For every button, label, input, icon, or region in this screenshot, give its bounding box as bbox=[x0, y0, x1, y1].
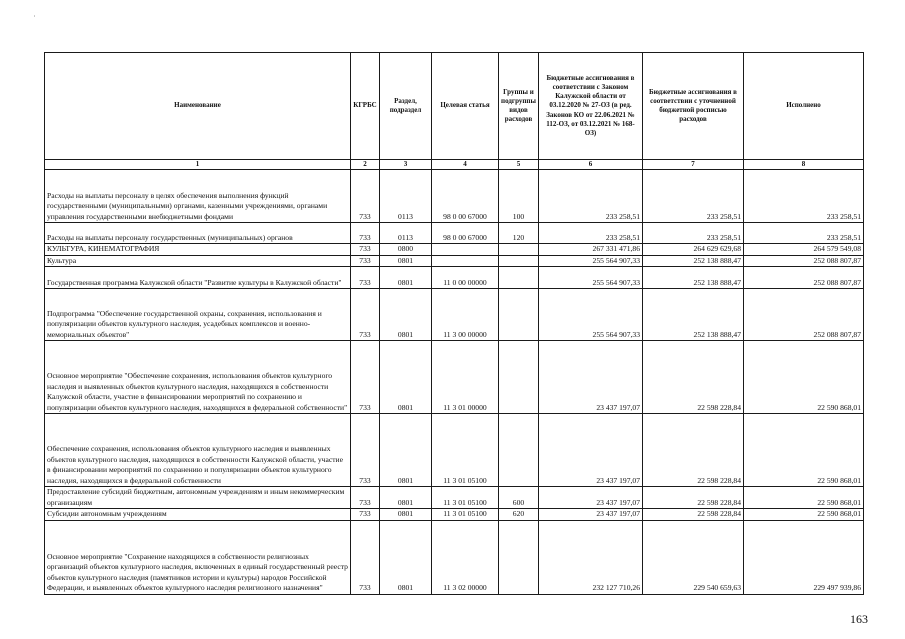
executed-cell: 22 590 868,01 bbox=[744, 509, 864, 521]
table-row bbox=[45, 267, 864, 289]
table-row bbox=[45, 289, 864, 341]
corner-scan-mark: ˙ bbox=[33, 14, 36, 24]
expense-type-cell: 120 bbox=[499, 223, 539, 244]
section-cell: 0801 bbox=[380, 267, 432, 289]
col-header-kgrbs: КГРБС bbox=[351, 53, 380, 160]
refined-allocation-cell: 22 598 228,84 bbox=[643, 414, 744, 487]
refined-allocation-cell: 252 138 888,47 bbox=[643, 255, 744, 267]
refined-allocation-cell: 22 598 228,84 bbox=[643, 509, 744, 521]
header-row bbox=[45, 53, 864, 160]
law-allocation-cell: 23 437 197,07 bbox=[539, 341, 643, 414]
row-name-cell: Культура bbox=[45, 255, 351, 267]
law-allocation-cell: 233 258,51 bbox=[539, 223, 643, 244]
section-cell: 0113 bbox=[380, 223, 432, 244]
row-name-cell: Субсидии автономным учреждениям bbox=[45, 509, 351, 521]
expense-type-cell bbox=[499, 414, 539, 487]
col-header-executed: Исполнено bbox=[744, 53, 864, 160]
law-allocation-cell: 232 127 710,26 bbox=[539, 520, 643, 594]
target-article-cell: 11 0 00 00000 bbox=[432, 267, 499, 289]
executed-cell: 233 258,51 bbox=[744, 170, 864, 223]
table-row bbox=[45, 341, 864, 414]
table-row bbox=[45, 414, 864, 487]
law-allocation-cell: 267 331 471,86 bbox=[539, 244, 643, 256]
target-article-cell: 11 3 01 00000 bbox=[432, 341, 499, 414]
col-number: 7 bbox=[643, 160, 744, 170]
kgrbs-cell: 733 bbox=[351, 244, 380, 256]
refined-allocation-cell: 252 138 888,47 bbox=[643, 289, 744, 341]
refined-allocation-cell: 264 629 629,68 bbox=[643, 244, 744, 256]
target-article-cell: 11 3 02 00000 bbox=[432, 520, 499, 594]
section-cell: 0801 bbox=[380, 289, 432, 341]
col-header-expense-type: Группы и подгруппы видов расходов bbox=[499, 53, 539, 160]
refined-allocation-cell: 233 258,51 bbox=[643, 170, 744, 223]
target-article-cell: 98 0 00 67000 bbox=[432, 223, 499, 244]
table-row bbox=[45, 223, 864, 244]
law-allocation-cell: 255 564 907,33 bbox=[539, 289, 643, 341]
target-article-cell bbox=[432, 255, 499, 267]
executed-cell: 252 088 807,87 bbox=[744, 289, 864, 341]
table-row bbox=[45, 244, 864, 256]
kgrbs-cell: 733 bbox=[351, 255, 380, 267]
row-name-cell: Основное мероприятие "Обеспечение сохранения, использования объектов культурного наследия и выявленных объектов культурного наследия, находящихся в собственности Калужской области, участие в финансировании мероприятий по сохранению и популяризации объектов культурного наследия, находящихся в федеральной собственности" bbox=[45, 341, 351, 414]
refined-allocation-cell: 252 138 888,47 bbox=[643, 267, 744, 289]
col-header-refined-allocations: Бюджетные ассигнования в соответствии с уточненной бюджетной росписью расходов bbox=[643, 53, 744, 160]
executed-cell: 22 590 868,01 bbox=[744, 414, 864, 487]
column-number-row bbox=[45, 160, 864, 170]
section-cell: 0801 bbox=[380, 414, 432, 487]
row-name-cell: Обеспечение сохранения, использования объектов культурного наследия и выявленных объектов культурного наследия, находящихся в собственности Калужской области, участие в финансировании мероприятий по сохранению и популяризации объектов культурного наследия, находящихся в федеральной собственности bbox=[45, 414, 351, 487]
kgrbs-cell: 733 bbox=[351, 520, 380, 594]
row-name-cell: КУЛЬТУРА, КИНЕМАТОГРАФИЯ bbox=[45, 244, 351, 256]
law-allocation-cell: 255 564 907,33 bbox=[539, 255, 643, 267]
target-article-cell bbox=[432, 244, 499, 256]
section-cell: 0801 bbox=[380, 509, 432, 521]
row-name-cell: Предоставление субсидий бюджетным, автономным учреждениям и иным некоммерческим организациям bbox=[45, 487, 351, 509]
section-cell: 0801 bbox=[380, 255, 432, 267]
col-number: 8 bbox=[744, 160, 864, 170]
expense-type-cell bbox=[499, 244, 539, 256]
col-header-law-allocations: Бюджетные ассигнования в соответствии с Законом Калужской области от 03.12.2020 № 27-ОЗ (в ред. Законов КО от 22.06.2021 № 112-ОЗ, от 03.12.2021 № 168-ОЗ) bbox=[539, 53, 643, 160]
law-allocation-cell: 255 564 907,33 bbox=[539, 267, 643, 289]
col-number: 1 bbox=[45, 160, 351, 170]
target-article-cell: 11 3 00 00000 bbox=[432, 289, 499, 341]
executed-cell: 233 258,51 bbox=[744, 223, 864, 244]
executed-cell: 252 088 807,87 bbox=[744, 255, 864, 267]
section-cell: 0800 bbox=[380, 244, 432, 256]
refined-allocation-cell: 22 598 228,84 bbox=[643, 341, 744, 414]
row-name-cell: Расходы на выплаты персоналу государственных (муниципальных) органов bbox=[45, 223, 351, 244]
row-name-cell: Расходы на выплаты персоналу в целях обеспечения выполнения функций государственными (муниципальными) органами, казенными учреждениями, органами управления государственными внебюджетными фондами bbox=[45, 170, 351, 223]
kgrbs-cell: 733 bbox=[351, 487, 380, 509]
table-row bbox=[45, 509, 864, 521]
refined-allocation-cell: 229 540 659,63 bbox=[643, 520, 744, 594]
expense-type-cell bbox=[499, 289, 539, 341]
kgrbs-cell: 733 bbox=[351, 509, 380, 521]
col-number: 6 bbox=[539, 160, 643, 170]
table-row bbox=[45, 487, 864, 509]
kgrbs-cell: 733 bbox=[351, 341, 380, 414]
executed-cell: 22 590 868,01 bbox=[744, 341, 864, 414]
col-header-target-article: Целевая статья bbox=[432, 53, 499, 160]
executed-cell: 229 497 939,86 bbox=[744, 520, 864, 594]
kgrbs-cell: 733 bbox=[351, 267, 380, 289]
refined-allocation-cell: 22 598 228,84 bbox=[643, 487, 744, 509]
section-cell: 0801 bbox=[380, 520, 432, 594]
expense-type-cell bbox=[499, 267, 539, 289]
law-allocation-cell: 23 437 197,07 bbox=[539, 487, 643, 509]
table-row bbox=[45, 520, 864, 594]
table-row bbox=[45, 255, 864, 267]
refined-allocation-cell: 233 258,51 bbox=[643, 223, 744, 244]
row-name-cell: Подпрограмма "Обеспечение государственной охраны, сохранения, использования и популяризации объектов культурного наследия, усадебных комплексов и военно-мемориальных объектов" bbox=[45, 289, 351, 341]
expense-type-cell bbox=[499, 341, 539, 414]
executed-cell: 22 590 868,01 bbox=[744, 487, 864, 509]
col-number: 3 bbox=[380, 160, 432, 170]
target-article-cell: 11 3 01 05100 bbox=[432, 414, 499, 487]
section-cell: 0113 bbox=[380, 170, 432, 223]
executed-cell: 252 088 807,87 bbox=[744, 267, 864, 289]
row-name-cell: Государственная программа Калужской области "Развитие культуры в Калужской области" bbox=[45, 267, 351, 289]
section-cell: 0801 bbox=[380, 487, 432, 509]
page-number: 163 bbox=[850, 612, 868, 626]
col-number: 5 bbox=[499, 160, 539, 170]
col-number: 2 bbox=[351, 160, 380, 170]
col-header-name: Наименование bbox=[45, 53, 351, 160]
executed-cell: 264 579 549,08 bbox=[744, 244, 864, 256]
kgrbs-cell: 733 bbox=[351, 223, 380, 244]
law-allocation-cell: 233 258,51 bbox=[539, 170, 643, 223]
col-header-section: Раздел, подраздел bbox=[380, 53, 432, 160]
kgrbs-cell: 733 bbox=[351, 414, 380, 487]
col-number: 4 bbox=[432, 160, 499, 170]
law-allocation-cell: 23 437 197,07 bbox=[539, 509, 643, 521]
table-row bbox=[45, 170, 864, 223]
expense-type-cell: 620 bbox=[499, 509, 539, 521]
expense-type-cell bbox=[499, 255, 539, 267]
target-article-cell: 11 3 01 05100 bbox=[432, 509, 499, 521]
row-name-cell: Основное мероприятие "Сохранение находящихся в собственности религиозных организаций объектов культурного наследия, включенных в единый государственный реестр объектов культурного наследия (памятников истории и культуры) народов Российской Федерации, и выявленных объектов культурного наследия религиозного назначения" bbox=[45, 520, 351, 594]
section-cell: 0801 bbox=[380, 341, 432, 414]
target-article-cell: 11 3 01 05100 bbox=[432, 487, 499, 509]
expense-type-cell bbox=[499, 520, 539, 594]
target-article-cell: 98 0 00 67000 bbox=[432, 170, 499, 223]
kgrbs-cell: 733 bbox=[351, 170, 380, 223]
law-allocation-cell: 23 437 197,07 bbox=[539, 414, 643, 487]
expense-type-cell: 600 bbox=[499, 487, 539, 509]
kgrbs-cell: 733 bbox=[351, 289, 380, 341]
budget-table bbox=[44, 52, 864, 595]
expense-type-cell: 100 bbox=[499, 170, 539, 223]
